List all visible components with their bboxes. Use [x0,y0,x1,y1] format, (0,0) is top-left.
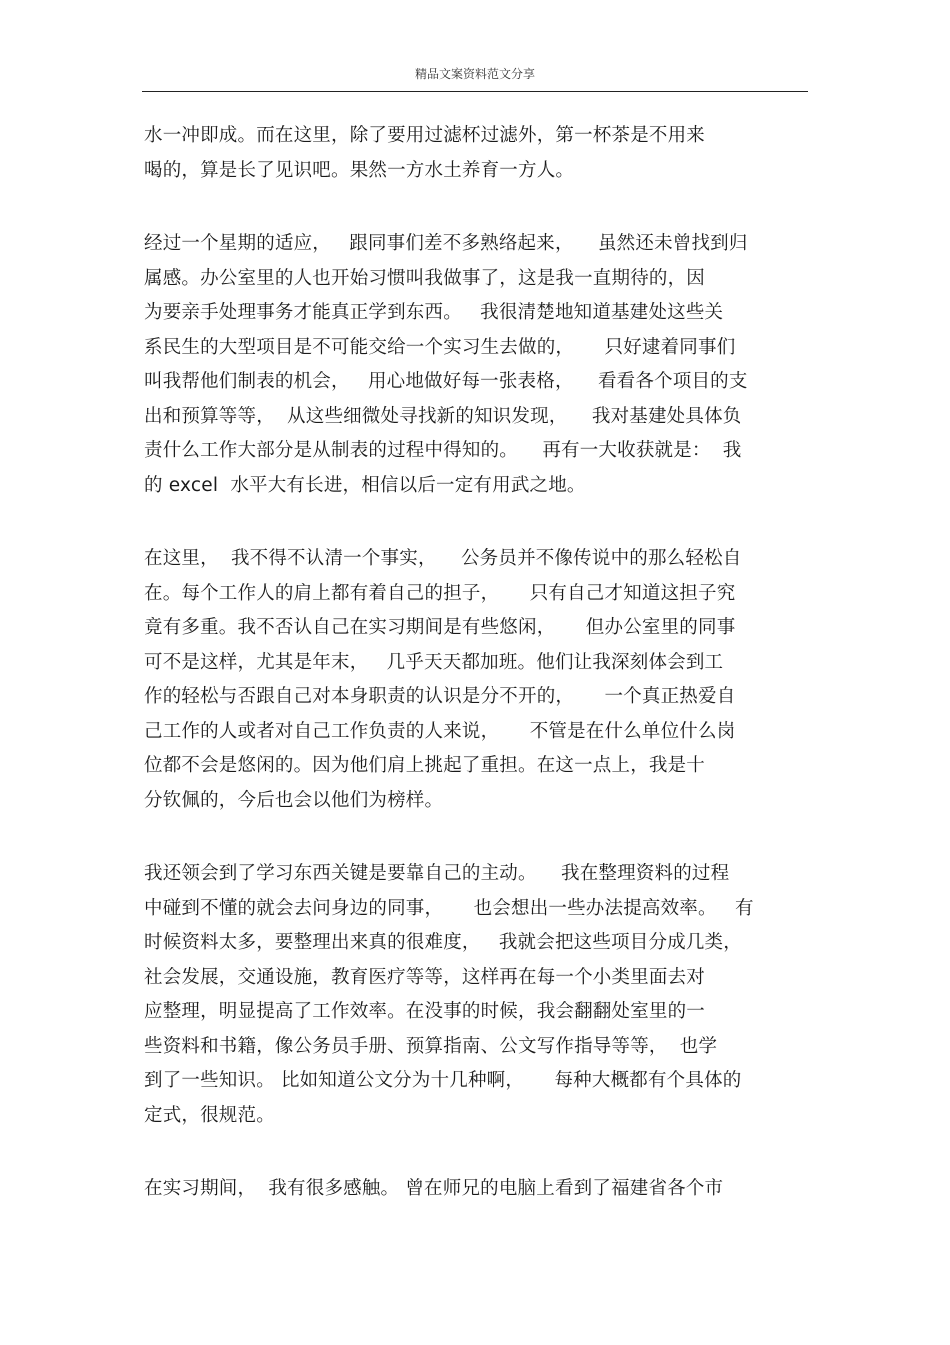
text-line: 在。每个工作人的肩上都有着自己的担子， 只有自己才知道这担子究 [144,582,736,604]
document-body [144,119,814,1246]
text-line: 在实习期间， 我有很多感触。 曾在师兄的电脑上看到了福建省各个市 [144,1178,724,1199]
text-line: 可不是这样，尤其是年末， 几乎天天都加班。他们让我深刻体会到工 [144,651,724,673]
text-line: 些资料和书籍，像公务员手册、预算指南、公文写作指导等等， 也学 [144,1035,718,1057]
text-line: 作的轻松与否跟自己对本身职责的认识是分不开的， 一个真正热爱自 [144,686,736,707]
paragraph [144,119,814,188]
text-line: 经过一个星期的适应， 跟同事们差不多熟络起来， 虽然还未曾找到归 [144,233,748,254]
text-line: 定式，很规范。 [144,1104,275,1126]
text-line: 社会发展，交通设施，教育医疗等等，这样再在每一个小类里面去对 [144,966,706,988]
text-line: 的 excel 水平大有长进，相信以后一定有用武之地。 [144,474,586,496]
text-line: 分钦佩的，今后也会以他们为榜样。 [144,789,444,811]
text-line: 应整理，明显提高了工作效率。在没事的时候，我会翻翻处室里的一 [144,1001,706,1022]
text-line: 位都不会是悠闲的。因为他们肩上挑起了重担。在这一点上，我是十 [144,755,706,776]
text-line: 责什么工作大部分是从制表的过程中得知的。 再有一大收获就是： 我 [144,440,742,461]
text-line: 竟有多重。我不否认自己在实习期间是有些悠闲， 但办公室里的同事 [144,617,736,638]
text-line: 我还领会到了学习东西关键是要靠自己的主动。 我在整理资料的过程 [144,863,730,884]
paragraph [144,857,814,1133]
paragraph [144,1172,814,1207]
paragraph [144,542,814,818]
text-line: 水一冲即成。而在这里，除了要用过滤杯过滤外，第一杯茶是不用来 [144,125,706,146]
page-header: 精品文案资料范文分享 [414,67,535,81]
text-line: 出和预算等等， 从这些细微处寻找新的知识发现， 我对基建处具体负 [144,405,742,427]
text-line: 在这里， 我不得不认清一个事实， 公务员并不像传说中的那么轻松自 [144,548,742,569]
text-line: 中碰到不懂的就会去问身边的同事， 也会想出一些办法提高效率。 有 [144,897,754,919]
text-line: 为要亲手处理事务才能真正学到东西。 我很清楚地知道基建处这些关 [144,302,724,323]
text-line: 属感。办公室里的人也开始习惯叫我做事了，这是我一直期待的，因 [144,267,706,289]
text-line: 己工作的人或者对自己工作负责的人来说， 不管是在什么单位什么岗 [144,720,736,742]
text-line: 到了一些知识。 比如知道公文分为十几种啊， 每种大概都有个具体的 [144,1070,742,1091]
header-divider [142,91,808,92]
text-line: 叫我帮他们制表的机会， 用心地做好每一张表格， 看看各个项目的支 [144,371,748,392]
text-line: 时候资料太多，要整理出来真的很难度， 我就会把这些项目分成几类， [144,932,742,953]
text-line: 系民生的大型项目是不可能交给一个实习生去做的， 只好逮着同事们 [144,336,736,358]
text-line: 喝的，算是长了见识吧。果然一方水土养育一方人。 [144,159,575,181]
paragraph [144,227,814,503]
